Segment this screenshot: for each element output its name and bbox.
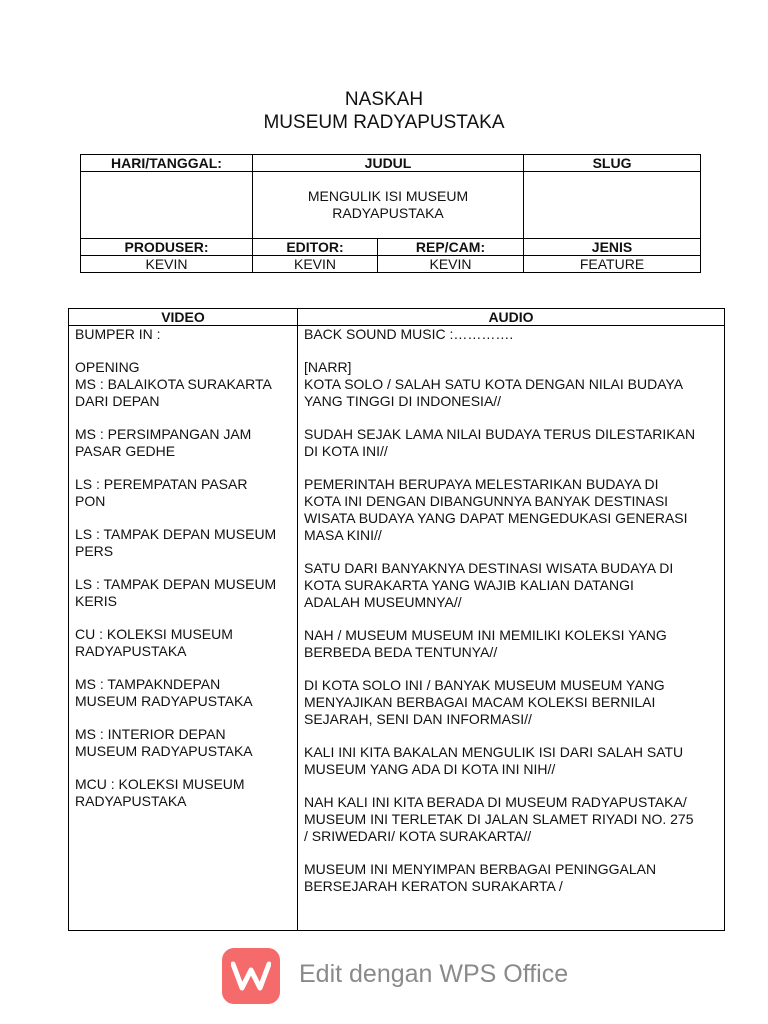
- hari-tanggal-label: HARI/TANGGAL:: [81, 155, 253, 172]
- document-subtitle: MUSEUM RADYAPUSTAKA: [263, 112, 505, 133]
- wps-logo-glyph: [231, 961, 271, 991]
- document-title: NASKAH: [344, 89, 424, 110]
- video-entry: LS : TAMPAK DEPAN MUSEUM KERIS: [75, 576, 277, 609]
- audio-entry: PEMERINTAH BERUPAYA MELESTARIKAN BUDAYA DI KOTA INI DENGAN DIBANGUNNYA BANYAK DESTINASI WISATA BUDAYA YANG DAPAT MENGEDUKASI GENERASI MASA KINI//: [304, 476, 688, 543]
- wps-logo-icon: [222, 948, 280, 1004]
- audio-entry: NAH / MUSEUM MUSEUM INI MEMILIKI KOLEKSI YANG BERBEDA BEDA TENTUNYA//: [304, 627, 667, 660]
- audio-entry: [NARR] KOTA SOLO / SALAH SATU KOTA DENGAN NILAI BUDAYA YANG TINGGI DI INDONESIA//: [304, 359, 684, 409]
- judul-label: JUDUL: [253, 155, 524, 172]
- audio-entry: NAH KALI INI KITA BERADA DI MUSEUM RADYAPUSTAKA/ MUSEUM INI TERLETAK DI JALAN SLAMET RIYADI NO. 275 / SRIWEDARI/ KOTA SURAKARTA//: [304, 794, 694, 844]
- video-entry: CU : KOLEKSI MUSEUM RADYAPUSTAKA: [75, 626, 233, 659]
- produser-label: PRODUSER:: [81, 239, 253, 256]
- slug-value: [524, 172, 701, 239]
- hari-tanggal-value: [81, 172, 253, 239]
- video-entry: LS : PEREMPATAN PASAR PON: [75, 476, 248, 509]
- judul-value-text: MENGULIK ISI MUSEUM RADYAPUSTAKA: [307, 188, 469, 221]
- audio-entry: MUSEUM INI MENYIMPAN BERBAGAI PENINGGALAN BERSEJARAH KERATON SURAKARTA /: [304, 861, 657, 894]
- audio-header: AUDIO: [298, 309, 725, 326]
- slug-label: SLUG: [524, 155, 701, 172]
- audio-column: [298, 326, 725, 931]
- video-entry: BUMPER IN :: [75, 326, 161, 342]
- video-entry: OPENING MS : BALAIKOTA SURAKARTA DARI DEPAN: [75, 359, 272, 409]
- video-column: [69, 326, 298, 931]
- wps-edit-banner[interactable]: [222, 948, 582, 1004]
- jenis-value: FEATURE: [524, 256, 701, 273]
- audio-entry: BACK SOUND MUSIC :………….: [304, 326, 514, 342]
- video-header: VIDEO: [69, 309, 298, 326]
- editor-value: KEVIN: [253, 256, 378, 273]
- audio-entry: KALI INI KITA BAKALAN MENGULIK ISI DARI SALAH SATU MUSEUM YANG ADA DI KOTA INI NIH//: [304, 744, 684, 777]
- editor-label: EDITOR:: [253, 239, 378, 256]
- video-entry: MS : PERSIMPANGAN JAM PASAR GEDHE: [75, 426, 252, 459]
- produser-value: KEVIN: [81, 256, 253, 273]
- audio-entry: DI KOTA SOLO INI / BANYAK MUSEUM MUSEUM YANG MENYAJIKAN BERBAGAI MACAM KOLEKSI BERNILAI SEJARAH, SENI DAN INFORMASI//: [304, 677, 665, 727]
- repcam-label: REP/CAM:: [378, 239, 524, 256]
- video-entry: MCU : KOLEKSI MUSEUM RADYAPUSTAKA: [75, 776, 245, 809]
- repcam-value: KEVIN: [378, 256, 524, 273]
- judul-value: [253, 172, 524, 239]
- jenis-label: JENIS: [524, 239, 701, 256]
- video-entry: LS : TAMPAK DEPAN MUSEUM PERS: [75, 526, 277, 559]
- wps-edit-label[interactable]: Edit dengan WPS Office: [299, 960, 569, 988]
- video-entry: MS : TAMPAKNDEPAN MUSEUM RADYAPUSTAKA: [75, 676, 253, 709]
- metadata-table: [80, 154, 701, 273]
- audio-entry: SUDAH SEJAK LAMA NILAI BUDAYA TERUS DILESTARIKAN DI KOTA INI//: [304, 426, 696, 459]
- script-table: [68, 308, 725, 931]
- audio-entry: SATU DARI BANYAKNYA DESTINASI WISATA BUDAYA DI KOTA SURAKARTA YANG WAJIB KALIAN DATANGI ADALAH MUSEUMNYA//: [304, 560, 674, 610]
- video-entry: MS : INTERIOR DEPAN MUSEUM RADYAPUSTAKA: [75, 726, 253, 759]
